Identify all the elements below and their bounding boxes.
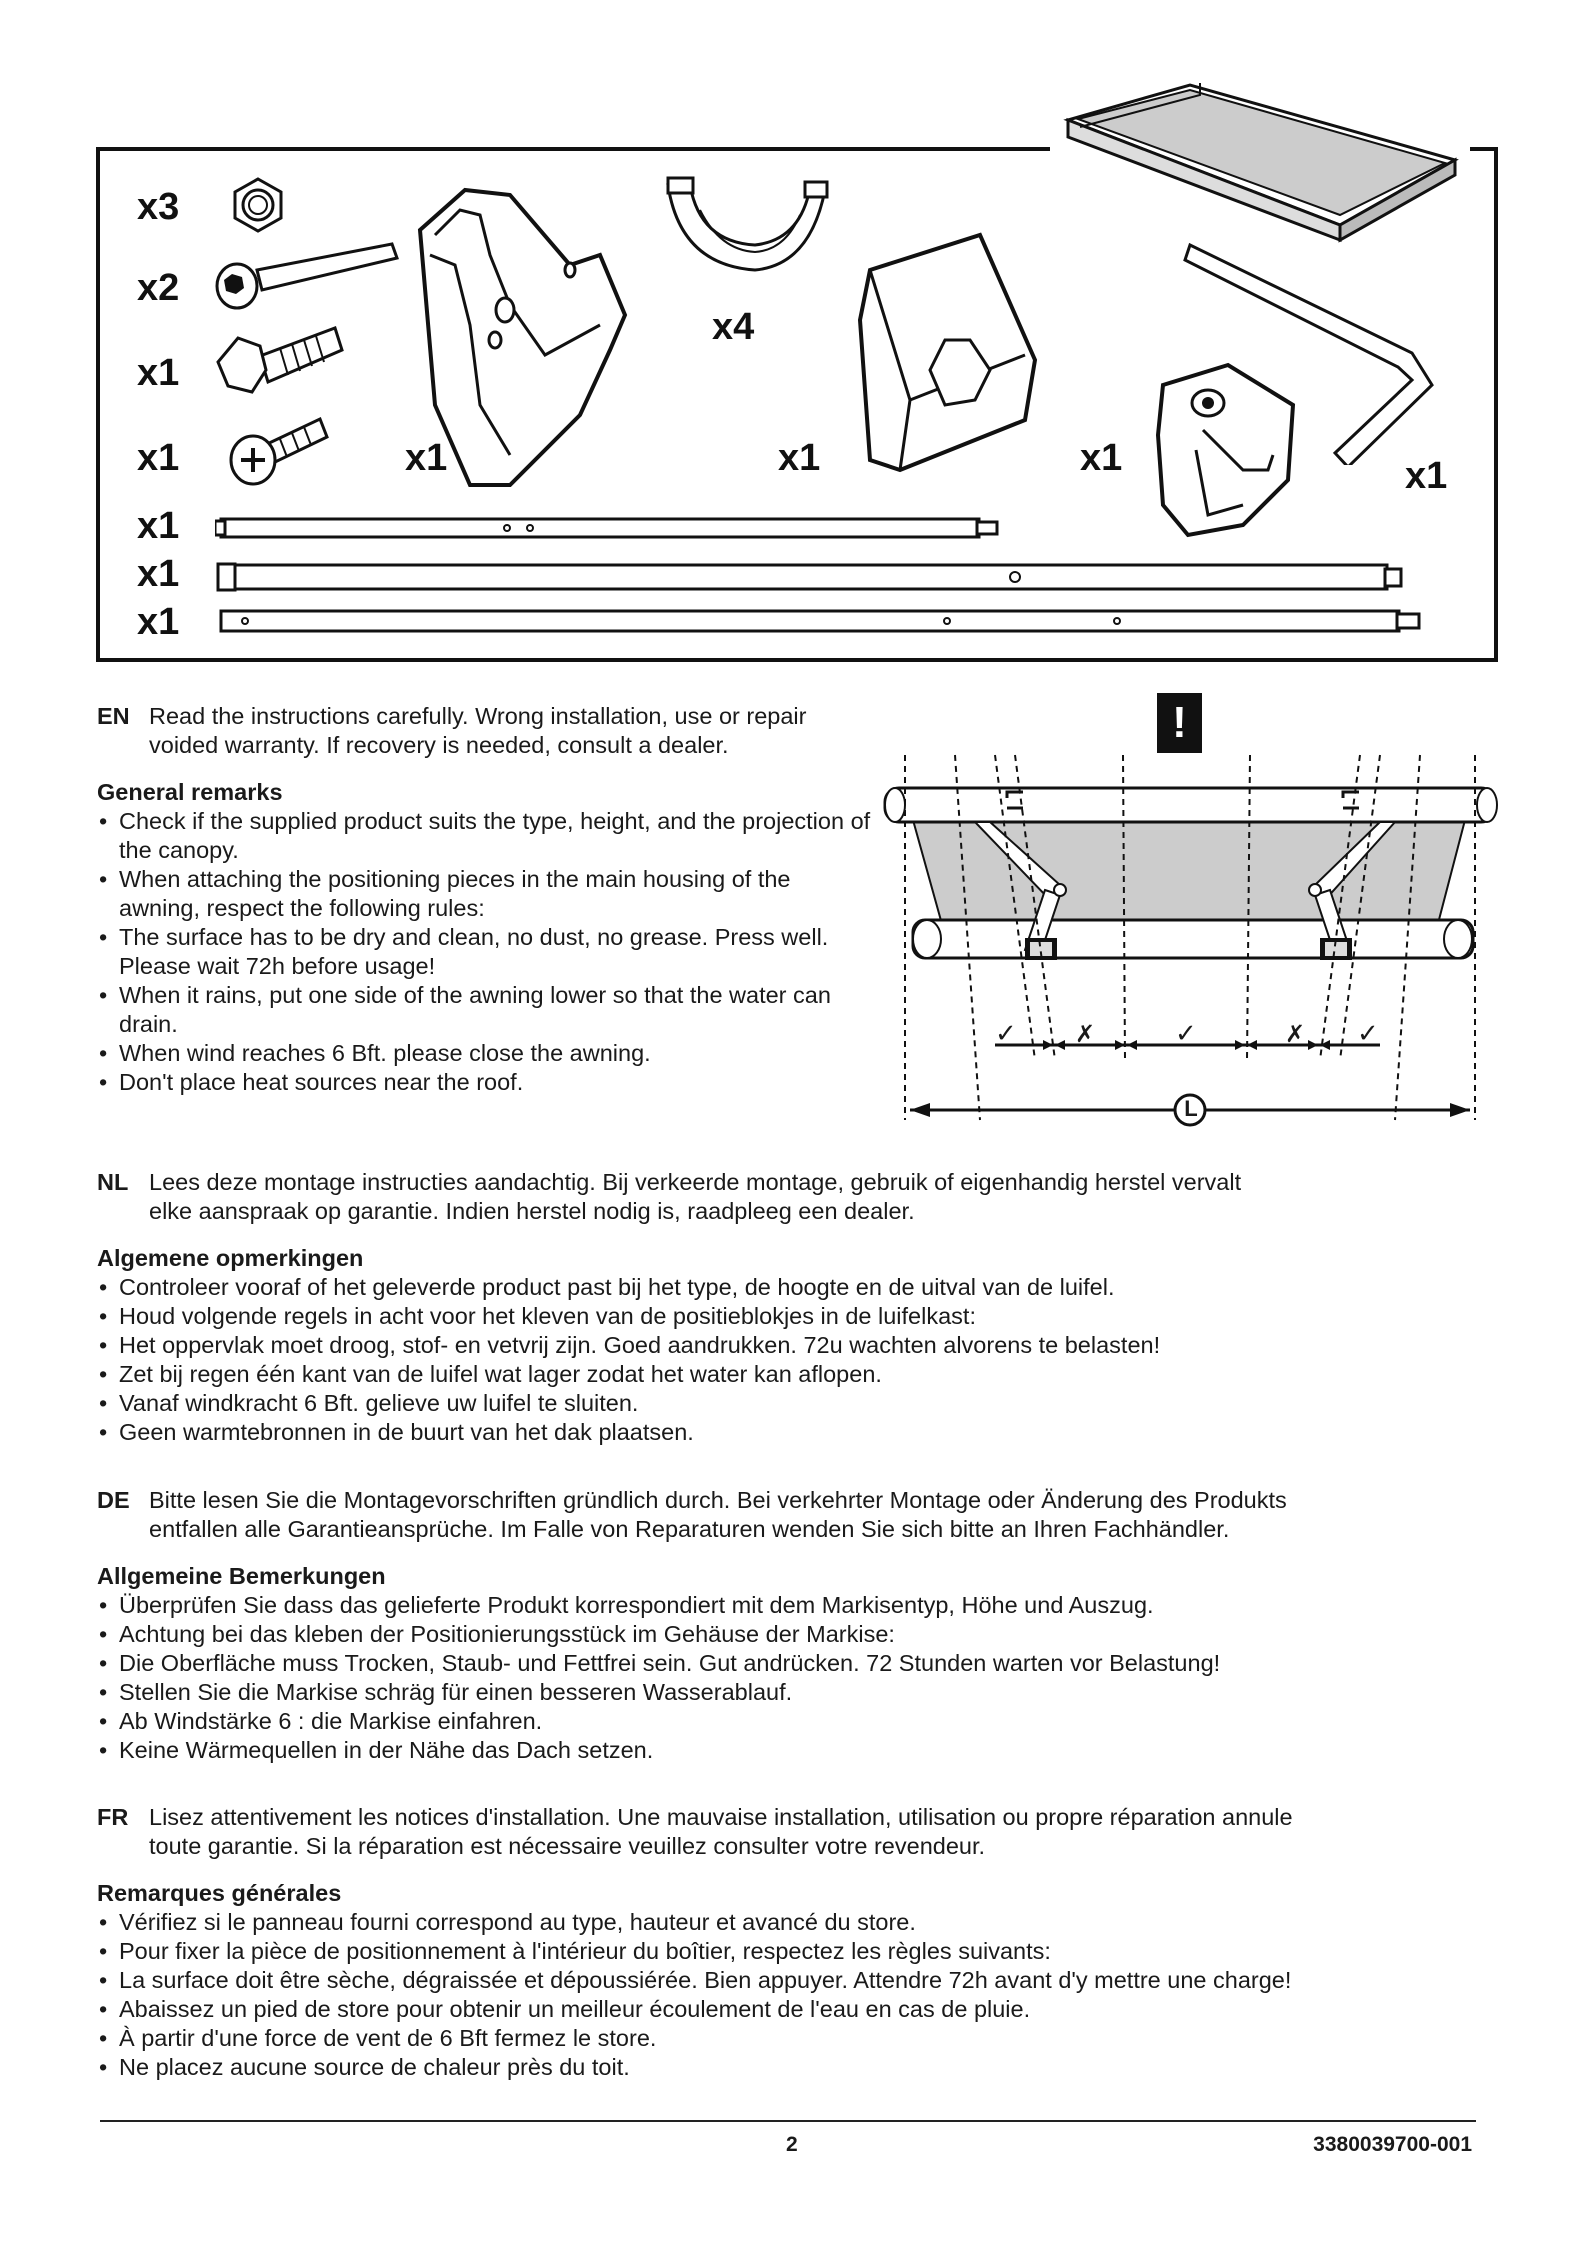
list-item: • Abaissez un pied de store pour obtenir un meilleur écoulement de l'eau en cas de pluie. — [97, 1995, 1497, 2024]
qty-end-cap: x1 — [778, 437, 821, 479]
list-item: • Het oppervlak moet droog, stof- en vetvrij zijn. Goed aandrukken. 72u wachten alvorens te belasten! — [97, 1331, 1497, 1360]
list-item: • When it rains, put one side of the awning lower so that the water can drain. — [97, 981, 877, 1039]
fr-section — [97, 1803, 1497, 2082]
list-item: • Stellen Sie die Markise schräg für einen besseren Wasserablauf. — [97, 1678, 1497, 1707]
list-item: • Check if the supplied product suits the type, height, and the projection of the canopy. — [97, 807, 877, 865]
list-item: • Houd volgende regels in acht voor het kleven van de positieblokjes in de luifelkast: — [97, 1302, 1497, 1331]
socket-bolt-icon — [212, 240, 402, 320]
list-item: • Keine Wärmequellen in der Nähe das Dach setzen. — [97, 1736, 1497, 1765]
list-item: • Controleer vooraf of het geleverde product past bij het type, de hoogte en de uitval van de luifel. — [97, 1273, 1497, 1302]
list-item: • Überprüfen Sie dass das gelieferte Produkt korrespondiert mit dem Markisentyp, Höhe und Auszug. — [97, 1591, 1497, 1620]
nl-heading: Algemene opmerkingen — [97, 1245, 364, 1271]
en-remarks-list — [97, 807, 877, 1097]
list-item: • Zet bij regen één kant van de luifel wat lager zodat het water kan aflopen. — [97, 1360, 1497, 1389]
de-section — [97, 1486, 1497, 1765]
de-intro-line2: entfallen alle Garantieansprüche. Im Falle von Reparaturen wenden Sie sich bitte an Ihren Fachhändler. — [149, 1516, 1230, 1542]
list-item: • Ab Windstärke 6 : die Markise einfahren. — [97, 1707, 1497, 1736]
de-heading: Allgemeine Bemerkungen — [97, 1563, 386, 1589]
qty-bar-short: x1 — [137, 505, 180, 547]
qty-bracket: x1 — [405, 437, 448, 479]
hex-bolt-icon — [210, 320, 345, 410]
fr-intro-line1: Lisez attentivement les notices d'installation. Une mauvaise installation, utilisation ou propre réparation annule — [149, 1804, 1293, 1830]
qty-nut: x3 — [137, 186, 180, 228]
nl-remarks-list — [97, 1273, 1497, 1447]
cross-mark-icon: ✗ — [1285, 1021, 1306, 1048]
qty-support: x1 — [1080, 437, 1123, 479]
awning-positioning-diagram — [875, 740, 1505, 1140]
fr-intro-line2: toute garantie. Si la réparation est nécessaire veuillez consulter votre revendeur. — [149, 1833, 986, 1859]
list-item: • Don't place heat sources near the roof. — [97, 1068, 877, 1097]
allen-key-icon — [1180, 235, 1450, 465]
language-code: FR — [97, 1804, 129, 1830]
list-item: • À partir d'une force de vent de 6 Bft fermez le store. — [97, 2024, 1497, 2053]
mounting-bracket-icon — [400, 175, 630, 495]
clip-icon — [660, 170, 840, 285]
end-cap-icon — [850, 230, 1050, 480]
cross-mark-icon: ✗ — [1075, 1021, 1096, 1048]
qty-bolt-hex: x1 — [137, 352, 180, 394]
warning-icon: ! — [1157, 693, 1202, 753]
bar-short-icon — [215, 515, 1005, 545]
list-item: • Pour fixer la pièce de positionnement à l'intérieur du boîtier, respectez les règles suivants: — [97, 1937, 1497, 1966]
list-item: • La surface doit être sèche, dégraissée et dépoussiérée. Bien appuyer. Attendre 72h avant d'y mettre une charge! — [97, 1966, 1497, 1995]
nl-intro-line1: Lees deze montage instructies aandachtig. Bij verkeerde montage, gebruik of eigenhandig herstel vervalt — [149, 1169, 1242, 1195]
drill-screw-icon — [225, 405, 340, 490]
language-code: DE — [97, 1487, 130, 1513]
nl-intro-line2: elke aanspraak op garantie. Indien herstel nodig is, raadpleeg een dealer. — [149, 1198, 915, 1224]
check-mark-icon: ✓ — [1357, 1018, 1379, 1048]
list-item: • When wind reaches 6 Bft. please close the awning. — [97, 1039, 877, 1068]
de-intro-line1: Bitte lesen Sie die Montagevorschriften gründlich durch. Bei verkehrter Montage oder Änderung des Produkts — [149, 1487, 1287, 1513]
nl-section — [97, 1168, 1497, 1447]
qty-bolt-long: x2 — [137, 267, 180, 309]
qty-bar-medium: x1 — [137, 553, 180, 595]
de-remarks-list — [97, 1591, 1497, 1765]
qty-bar-long: x1 — [137, 601, 180, 643]
footer-divider — [100, 2120, 1476, 2122]
en-intro-line1: Read the instructions carefully. Wrong installation, use or repair — [149, 703, 807, 729]
list-item: • When attaching the positioning pieces in the main housing of the awning, respect the following rules: — [97, 865, 877, 923]
check-mark-icon: ✓ — [995, 1018, 1017, 1048]
rail-profile-illustration — [1050, 75, 1470, 245]
qty-allen-key: x1 — [1405, 455, 1448, 497]
list-item: • Die Oberfläche muss Trocken, Staub- und Fettfrei sein. Gut andrücken. 72 Stunden warten vor Belastung! — [97, 1649, 1497, 1678]
length-label: L — [1184, 1096, 1198, 1121]
page-number: 2 — [786, 2133, 798, 2156]
fr-heading: Remarques générales — [97, 1880, 342, 1906]
document-code: 3380039700-001 — [1313, 2133, 1472, 2156]
qty-clip: x4 — [712, 306, 755, 348]
list-item: • Vanaf windkracht 6 Bft. gelieve uw luifel te sluiten. — [97, 1389, 1497, 1418]
fr-remarks-list — [97, 1908, 1497, 2082]
check-mark-icon: ✓ — [1175, 1018, 1197, 1048]
list-item: • Vérifiez si le panneau fourni correspond au type, hauteur et avancé du store. — [97, 1908, 1497, 1937]
bar-long-icon — [215, 607, 1430, 637]
list-item: • Ne placez aucune source de chaleur près du toit. — [97, 2053, 1497, 2082]
list-item: • Achtung bei das kleben der Positionierungsstück im Gehäuse der Markise: — [97, 1620, 1497, 1649]
hex-nut-icon — [228, 175, 288, 235]
en-heading: General remarks — [97, 779, 283, 805]
list-item: • The surface has to be dry and clean, no dust, no grease. Press well. Please wait 72h before usage! — [97, 923, 877, 981]
language-code: NL — [97, 1169, 129, 1195]
qty-screw: x1 — [137, 437, 180, 479]
language-code: EN — [97, 703, 130, 729]
bar-medium-icon — [215, 560, 1410, 594]
en-intro-line2: voided warranty. If recovery is needed, consult a dealer. — [149, 732, 729, 758]
list-item: • Geen warmtebronnen in de buurt van het dak plaatsen. — [97, 1418, 1497, 1447]
en-section — [97, 702, 917, 1097]
